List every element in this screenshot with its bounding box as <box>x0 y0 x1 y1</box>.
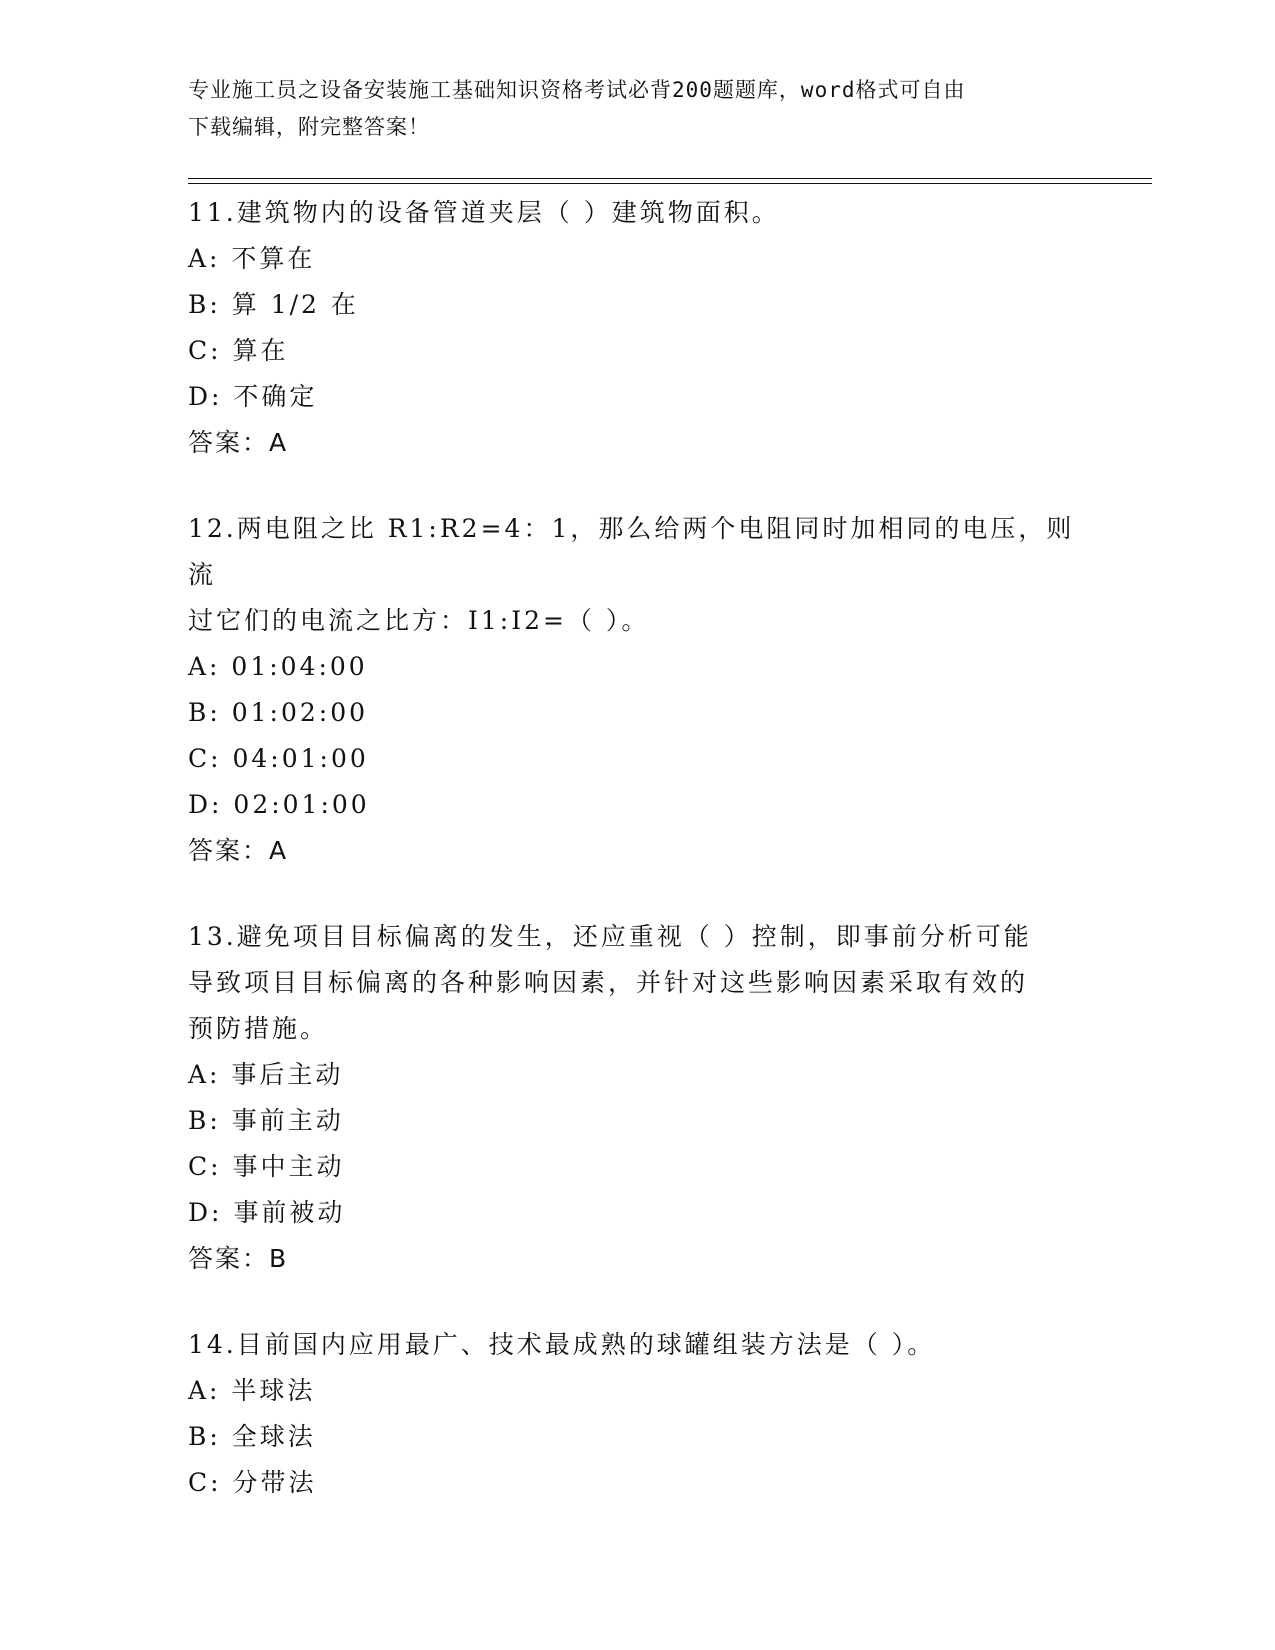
option-c: C: 04:01:00 <box>188 744 369 773</box>
question-stem-continued: 过它们的电流之比方：I1:I2=（ ）。 <box>188 606 650 635</box>
document-header <box>188 72 1068 146</box>
option-b: B: 事前主动 <box>188 1106 344 1135</box>
option-c: C: 算在 <box>188 336 289 365</box>
header-line-1: 专业施工员之设备安装施工基础知识资格考试必背200题题库，word格式可自由 <box>188 78 966 102</box>
question-stem: 12.两电阻之比 R1:R2=4：1，那么给两个电阻同时加相同的电压，则流 <box>188 514 1075 589</box>
question-stem-continued: 导致项目目标偏离的各种影响因素，并针对这些影响因素采取有效的 <box>188 968 1029 997</box>
option-d: D: 事前被动 <box>188 1198 346 1227</box>
answer-label: 答案：A <box>188 428 289 457</box>
answer-label: 答案：A <box>188 836 289 865</box>
header-line-2: 下载编辑，附完整答案！ <box>188 115 430 139</box>
option-a: A: 半球法 <box>188 1376 316 1405</box>
option-b: B: 01:02:00 <box>188 698 369 727</box>
option-c: C: 事中主动 <box>188 1152 345 1181</box>
question-stem: 13.避免项目目标偏离的发生，还应重视（ ）控制，即事前分析可能 <box>188 922 1032 951</box>
answer-label: 答案：B <box>188 1244 289 1273</box>
header-divider-bottom <box>188 183 1152 184</box>
option-b: B: 全球法 <box>188 1422 316 1451</box>
option-c: C: 分带法 <box>188 1468 317 1497</box>
option-a: A: 事后主动 <box>188 1060 344 1089</box>
question-13 <box>188 914 1088 1282</box>
option-b: B: 算 1/2 在 <box>188 290 359 319</box>
question-stem-continued: 预防措施。 <box>188 1014 329 1043</box>
question-stem: 11.建筑物内的设备管道夹层（ ）建筑物面积。 <box>188 198 780 227</box>
question-12 <box>188 506 1088 874</box>
question-11 <box>188 190 1088 466</box>
header-divider-top <box>188 178 1152 179</box>
question-stem: 14.目前国内应用最广、技术最成熟的球罐组装方法是（ ）。 <box>188 1330 936 1359</box>
option-a: A: 不算在 <box>188 244 316 273</box>
question-list <box>188 190 1088 1546</box>
option-d: D: 不确定 <box>188 382 318 411</box>
option-d: D: 02:01:00 <box>188 790 370 819</box>
question-14 <box>188 1322 1088 1506</box>
option-a: A: 01:04:00 <box>188 652 368 681</box>
